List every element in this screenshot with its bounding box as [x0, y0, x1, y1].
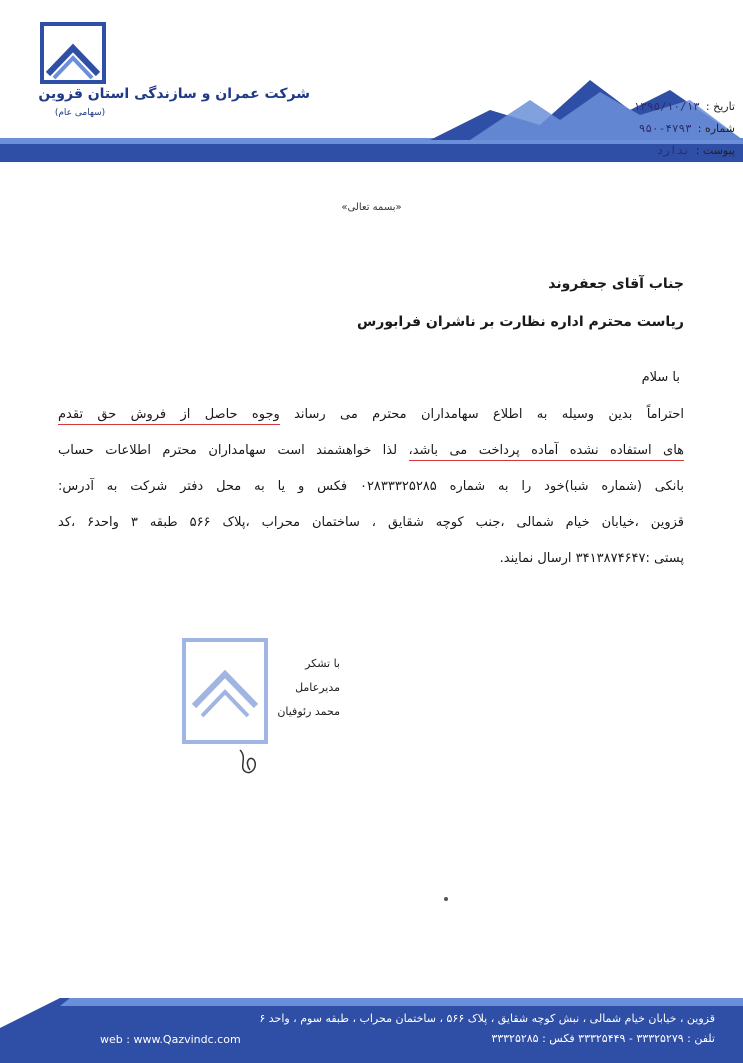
footer-website: web : www.Qazvindc.com — [100, 1033, 241, 1046]
date-row — [560, 96, 735, 118]
body-line-5: پستی :۳۴۱۳۸۷۴۶۴۷ ارسال نمایند. — [499, 551, 684, 566]
signature-block — [220, 652, 340, 724]
body-line-1-underlined: وجوه حاصل از فروش حق تقدم — [58, 407, 280, 425]
body-line-2-underlined: های استفاده نشده آماده پرداخت می باشد، — [409, 443, 684, 461]
addressee-name: جناب آقای جعفروند — [548, 276, 684, 292]
body-line-1 — [58, 397, 684, 433]
body-line-3: بانکی (شماره شبا)خود را به شماره ۰۲۸۳۳۳۲۵۲۸۵ فکس و یا به محل دفتر شرکت به آدرس: — [58, 479, 684, 494]
date-value: ۱۳۹۵/۱۰/۱۳ — [633, 100, 700, 113]
date-label: تاریخ : — [705, 100, 735, 113]
invocation: «بسمه تعالی» — [341, 202, 402, 213]
number-value: ۹۵۰-۴۷۹۳ — [638, 122, 692, 135]
body-line-4: قزوین ،خیابان خیام شمالی ،جنب کوچه شقایق ، ساختمان محراب ،پلاک ۵۶۶ طبقه ۳ واحد۶ ،کد — [58, 515, 684, 530]
footer-address: قزوین ، خیابان خیام شمالی ، نبش کوچه شقایق ، پلاک ۵۶۶ ، ساختمان محراب ، طبقه سوم ، واحد ۶ — [259, 1012, 715, 1025]
body-line-1-text: احتراماً بدین وسیله به اطلاع سهامداران محترم می رساند — [279, 407, 684, 422]
footer-phone: تلفن : ۳۳۳۲۵۲۷۹ - ۳۳۳۲۵۴۴۹ فکس : ۳۳۳۲۵۲۸۵ — [491, 1032, 715, 1045]
page-mark — [444, 897, 448, 901]
letter-meta — [560, 96, 735, 162]
company-name: شرکت عمران و سازندگی استان قزوین — [38, 86, 310, 102]
attachment-value: ندارد — [656, 144, 690, 157]
signer-name: محمد رئوفیان — [277, 705, 340, 718]
greeting: با سلام — [641, 370, 680, 385]
addressee — [60, 265, 684, 341]
attachment-row — [560, 140, 735, 162]
body-line-2-text: لذا خواهشمند است سهامداران محترم اطلاعات حساب — [58, 443, 409, 458]
body-line-2 — [58, 433, 684, 469]
company-type: (سهامی عام) — [54, 108, 106, 118]
attachment-label: پیوست : — [695, 144, 735, 157]
company-logo — [40, 22, 106, 84]
signer-title: مدیرعامل — [295, 681, 340, 694]
letter-body — [58, 397, 684, 577]
handwritten-signature — [230, 740, 270, 780]
closing: با تشکر — [305, 657, 340, 670]
footer-band — [0, 998, 743, 1063]
addressee-title: ریاست محترم اداره نظارت بر ناشران فرابورس — [356, 314, 684, 330]
number-row — [560, 118, 735, 140]
number-label: شماره : — [697, 122, 735, 135]
